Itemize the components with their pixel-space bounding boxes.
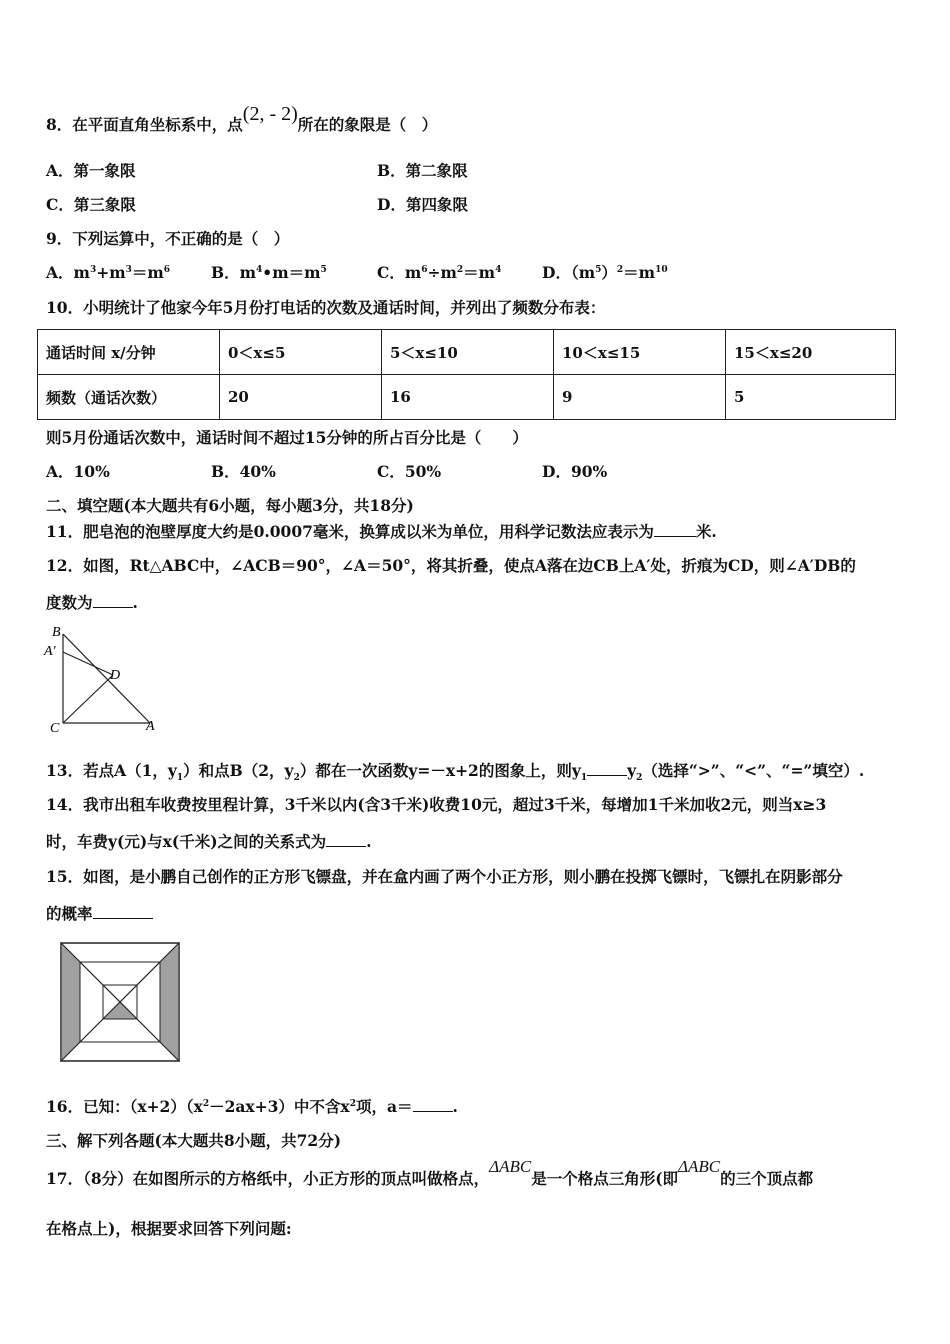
q17-line1: 17．（8分）在如图所示的方格纸中，小正方形的顶点叫做格点，ΔABC是一个格点三角形(即ΔABC的三个顶点都 <box>46 1157 814 1188</box>
table-cell: 15＜x≤20 <box>726 330 896 375</box>
q9-option-b: B．$m^4•m=m^5$ <box>211 263 327 282</box>
q14-line1: 14．我市出租车收费按里程计算，3千米以内(含3千米)收费10元，超过3千米，每增加1千米加收2元，则当x≥3 <box>46 795 827 814</box>
triangle-abc-symbol: ΔABC <box>489 1157 532 1176</box>
answer-blank[interactable] <box>587 761 627 776</box>
answer-blank[interactable] <box>654 522 696 537</box>
table-cell: 0＜x≤5 <box>220 330 382 375</box>
q9-option-a: A．$m^3+m^3=m^6$ <box>46 263 171 282</box>
q16-stem: 16．已知：$(x+2)(x^2-2ax+3)$中不含$x^2$项，a＝ . <box>46 1097 458 1116</box>
triangle-abc-symbol: ΔABC <box>678 1157 721 1176</box>
table-row <box>38 375 896 420</box>
q8-option-d: D．第四象限 <box>377 195 468 214</box>
q8-option-b: B．第二象限 <box>377 161 468 180</box>
q12-triangle-figure <box>40 620 165 735</box>
table-cell: 16 <box>382 375 554 420</box>
answer-blank[interactable] <box>93 904 153 919</box>
q15-line2: 的概率 <box>46 903 153 925</box>
q14-line2: 时，车费y(元)与x(千米)之间的关系式为 . <box>46 832 372 851</box>
q15-dartboard-figure <box>58 940 183 1065</box>
table-cell: 10＜x≤15 <box>554 330 726 375</box>
table-cell: 通话时间 x/分钟 <box>38 330 220 375</box>
q13-stem: 13．若点A（1，$y_1$）和点B（2，$y_2$）都在一次函数y=－x+2的图象上，则$y_1$ $y_2$（选择“>”、“<”、“=”填空）. <box>46 761 865 784</box>
q17-line2: 在格点上)，根据要求回答下列问题: <box>46 1219 292 1238</box>
label-b: B <box>52 625 61 640</box>
label-a: A <box>146 719 155 734</box>
q8-option-c: C．第三象限 <box>46 195 136 214</box>
table-cell: 5＜x≤10 <box>382 330 554 375</box>
label-d: D <box>110 668 121 683</box>
q9-option-c: C．$m^6\div m^2=m^4$ <box>377 263 502 282</box>
q9-option-d: D．$(m^5)^2=m^{10}$ <box>542 263 668 282</box>
section-heading-fill-in: 二、填空题(本大题共有6小题，每小题3分，共18分) <box>46 496 414 515</box>
q9-stem: 9．下列运算中，不正确的是（ ） <box>46 229 290 248</box>
table-cell: 9 <box>554 375 726 420</box>
table-cell: 20 <box>220 375 382 420</box>
q12-line1: 12．如图，Rt△ABC中，∠ACB＝90°，∠A＝50°，将其折叠，使点A落在边CB上A′处，折痕为CD，则∠A′DB的 <box>46 556 856 575</box>
q10-stem: 10．小明统计了他家今年5月份打电话的次数及通话时间，并列出了频数分布表： <box>46 298 606 317</box>
table-cell: 频数（通话次数） <box>38 375 220 420</box>
q10-question: 则5月份通话次数中，通话时间不超过15分钟的所占百分比是（ ） <box>46 428 528 447</box>
q10-option-b: B．40% <box>211 462 276 481</box>
segment-cd <box>63 675 113 723</box>
answer-blank[interactable] <box>413 1097 453 1112</box>
table-header-row <box>38 330 896 375</box>
shaded-left-trapezoid <box>61 943 80 1061</box>
q12-line2: 度数为 . <box>46 593 138 612</box>
q10-option-d: D．90% <box>542 462 608 481</box>
q11-stem: 11．肥皂泡的泡壁厚度大约是0.0007毫米，换算成以米为单位，用科学记数法应表示为 米. <box>46 522 717 541</box>
answer-blank[interactable] <box>93 593 133 608</box>
q8-point: (2, - 2) <box>242 103 298 125</box>
table-cell: 5 <box>726 375 896 420</box>
q8-option-a: A．第一象限 <box>46 161 136 180</box>
label-a-prime: A′ <box>44 644 56 659</box>
frequency-table <box>37 329 896 420</box>
segment-a-prime-d <box>63 652 113 675</box>
q8-stem: 8．在平面直角坐标系中，点(2, - 2)所在的象限是（ ） <box>46 103 438 134</box>
q10-option-a: A．10% <box>46 462 110 481</box>
section-heading-solve: 三、解下列各题(本大题共8小题，共72分) <box>46 1131 342 1150</box>
q15-line1: 15．如图，是小鹏自己创作的正方形飞镖盘，并在盒内画了两个小正方形，则小鹏在投掷飞镖时，飞镖扎在阴影部分 <box>46 867 843 886</box>
q10-option-c: C．50% <box>377 462 442 481</box>
shaded-right-trapezoid <box>160 943 179 1061</box>
answer-blank[interactable] <box>326 832 366 847</box>
label-c: C <box>50 721 60 735</box>
